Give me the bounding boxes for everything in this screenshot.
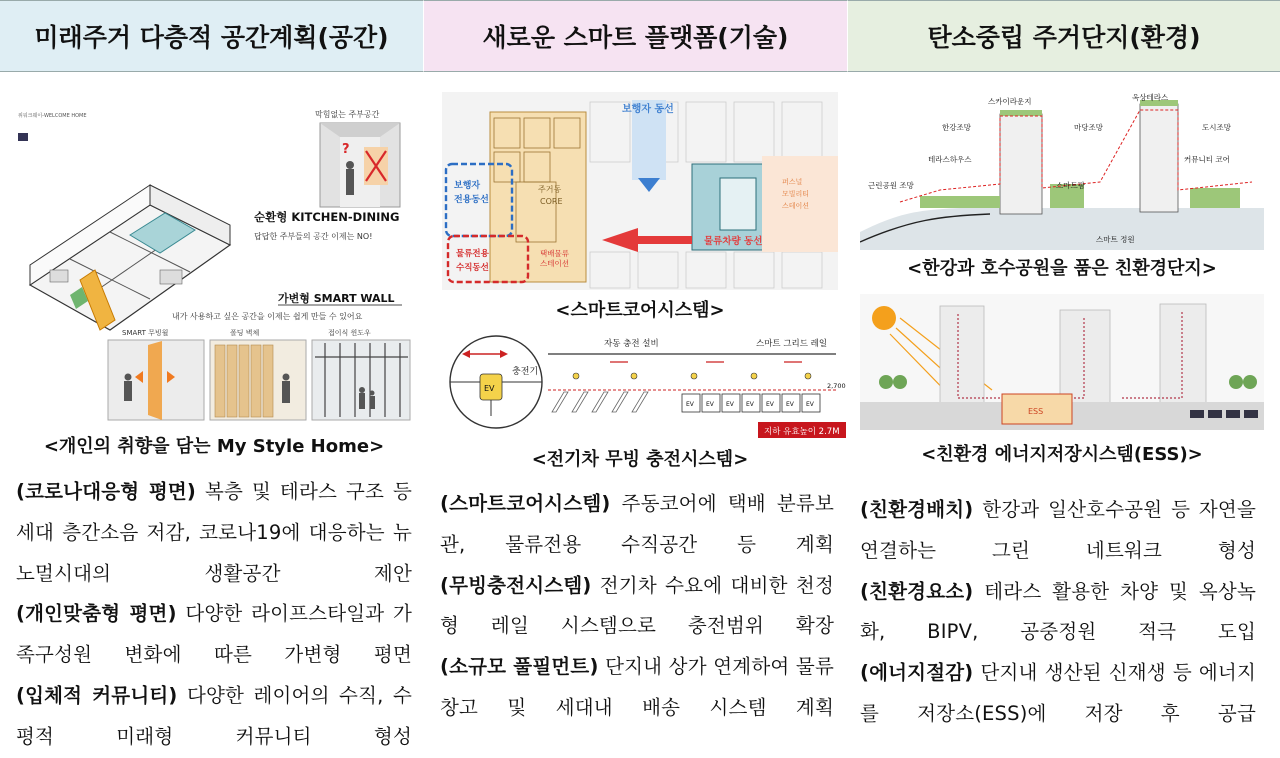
fig-small-title: 위워크웨이-WELCOME HOME — [18, 113, 87, 119]
wall-sub: 내가 사용하고 싶은 공간을 이제는 쉽게 만들 수 있어요 — [172, 312, 363, 321]
col3-body — [860, 490, 1256, 735]
col3-para-1-bold: (친환경배치) — [860, 498, 974, 521]
elev-label-skylounge: 스카이라운지 — [988, 97, 1032, 106]
label-ev: EV — [484, 384, 495, 393]
col1-body — [16, 472, 412, 758]
kitchen-title: 순환형 KITCHEN-DINING — [254, 210, 400, 224]
col2-body — [440, 484, 834, 729]
elev-label-terrace-house: 테라스하우스 — [928, 155, 972, 164]
label-smart-grid: 스마트 그리드 레일 — [756, 339, 828, 349]
col3-para-1-text: 한강과 일산호수공원 등 자연을 연결하는 그린 네트워크 형성 — [860, 498, 1256, 562]
col1-para-1-bold: (코로나대응형 평면) — [16, 480, 197, 503]
elev-label-rooftop: 옥상테라스 — [1132, 93, 1169, 102]
svg-text:?: ? — [342, 142, 350, 157]
col2-para-2 — [440, 566, 834, 648]
svg-text:모빌리티: 모빌리티 — [782, 190, 810, 198]
caption-smart-core: <스마트코어시스템> — [555, 300, 725, 321]
col1-para-2-bold: (개인맞춤형 평면) — [16, 602, 177, 626]
col1-para-2-text: 다양한 라이프스타일과 가족구성원 변화에 따른 가변형 평면 — [16, 602, 412, 667]
col2-para-1 — [440, 484, 834, 566]
svg-text:CORE: CORE — [540, 197, 563, 206]
label-logistics-vehicle: 물류차량 동선 — [704, 236, 763, 247]
col2-para-3 — [440, 647, 834, 729]
caption-ev-charging: <전기차 무빙 충전시스템> — [531, 449, 749, 470]
header-smart-platform: 새로운 스마트 플랫폼(기술) — [424, 0, 848, 72]
elev-label-community-core: 커뮤니티 코어 — [1184, 155, 1230, 164]
col2-para-3-text: 단지내 상가 연계하여 물류창고 및 세대내 배송 시스템 계획 — [440, 655, 834, 719]
col1-para-1 — [16, 472, 412, 594]
label-ess: ESS — [1028, 407, 1044, 416]
ess-diagram — [860, 294, 1264, 430]
header-space-planning: 미래주거 다층적 공간계획(공간) — [0, 0, 424, 72]
label-pedestrian-flow: 보행자 동선 — [622, 104, 674, 115]
label-auto-charge: 자동 충전 설비 — [604, 339, 659, 349]
col1-para-3 — [16, 676, 412, 758]
elev-label-smart-garden: 스마트 정원 — [1096, 235, 1135, 244]
col3-para-3-bold: (에너지절감) — [860, 661, 974, 685]
col1-para-1-text: 복층 및 테라스 구조 등 세대 층간소음 저감, 코로나19에 대응하는 뉴노멀시대의 생활공간 제안 — [16, 480, 413, 585]
wall-label-2: 폴딩 벽체 — [230, 329, 260, 337]
label-logistics-vertical: 물류전용 — [456, 249, 489, 259]
col2-para-1-text: 주동코어에 택배 분류보관, 물류전용 수직공간 등 계획 — [440, 492, 834, 556]
wall-label-3: 접이식 윈도우 — [328, 329, 371, 337]
wall-title: 가변형 SMART WALL — [278, 292, 395, 305]
caption-eco-complex: <한강과 호수공원을 품은 친환경단지> — [907, 258, 1217, 279]
col2-para-2-text: 전기차 수요에 대비한 천정형 레일 시스템으로 충전범위 확장 — [440, 573, 834, 638]
ev-charging-diagram — [444, 330, 846, 440]
header-carbon-neutral: 탄소중립 주거단지(환경) — [848, 0, 1280, 72]
label-pedestrian-only: 보행자 — [454, 181, 481, 191]
svg-text:EV: EV — [806, 401, 814, 408]
svg-text:EV: EV — [766, 401, 774, 408]
label-open-kitchen: 막힘없는 주부공간 — [315, 110, 380, 119]
col2-para-3-bold: (소규모 풀필먼트) — [440, 655, 599, 679]
svg-text:EV: EV — [686, 401, 694, 408]
caption-my-style-home: <개인의 취향을 담는 My Style Home> — [43, 436, 385, 457]
elev-label-park: 근린공원 조망 — [868, 181, 914, 190]
col3-para-3-text: 단지내 생산된 신재생 등 에너지를 저장소(ESS)에 저장 후 공급 — [860, 661, 1256, 725]
elev-label-yard: 마당조망 — [1074, 123, 1103, 132]
col3-para-2 — [860, 572, 1256, 654]
svg-text:EV: EV — [786, 401, 794, 408]
label-charger: 충전기 — [512, 367, 539, 377]
col1-para-2 — [16, 594, 412, 676]
kitchen-sub: 답답한 주부들의 공간 이제는 NO! — [254, 232, 373, 241]
elev-label-hangang: 한강조망 — [942, 123, 971, 132]
my-style-home-illustration — [10, 95, 420, 425]
col1-para-3-text: 다양한 레이어의 수직, 수평적 미래형 커뮤니티 형성 — [16, 683, 412, 748]
wall-label-1: SMART 무빙월 — [122, 329, 169, 337]
label-core: 주거동 — [538, 185, 562, 194]
col3-para-1 — [860, 490, 1256, 572]
col2-para-1-bold: (스마트코어시스템) — [440, 492, 611, 515]
svg-text:스테이션: 스테이션 — [782, 202, 810, 210]
label-delivery: 택배물류 — [540, 249, 569, 258]
svg-text:EV: EV — [726, 401, 734, 408]
col3-para-3 — [860, 653, 1256, 735]
elev-label-city: 도시조망 — [1202, 123, 1231, 132]
col2-para-2-bold: (무빙충전시스템) — [440, 573, 592, 597]
svg-text:EV: EV — [746, 401, 754, 408]
svg-text:수직동선: 수직동선 — [456, 263, 489, 273]
col3-para-2-text: 테라스 활용한 차양 및 옥상녹화, BIPV, 공중정원 적극 도입 — [860, 579, 1256, 644]
svg-text:전용동선: 전용동선 — [454, 195, 489, 205]
label-height: 2,700 — [827, 382, 846, 390]
svg-text:스테이션: 스테이션 — [540, 259, 569, 268]
smart-core-plan — [442, 92, 838, 290]
caption-ess: <친환경 에너지저장시스템(ESS)> — [921, 444, 1203, 465]
label-clearance: 지하 유효높이 2.7M — [764, 427, 840, 437]
label-personal-mobility: 퍼스널 — [782, 178, 803, 186]
svg-text:EV: EV — [706, 401, 714, 408]
col3-para-2-bold: (친환경요소) — [860, 579, 974, 603]
elev-label-smartfarm: 스마트팜 — [1056, 181, 1085, 190]
eco-complex-elevation — [860, 92, 1264, 250]
col1-para-3-bold: (입체적 커뮤니티) — [16, 683, 178, 707]
